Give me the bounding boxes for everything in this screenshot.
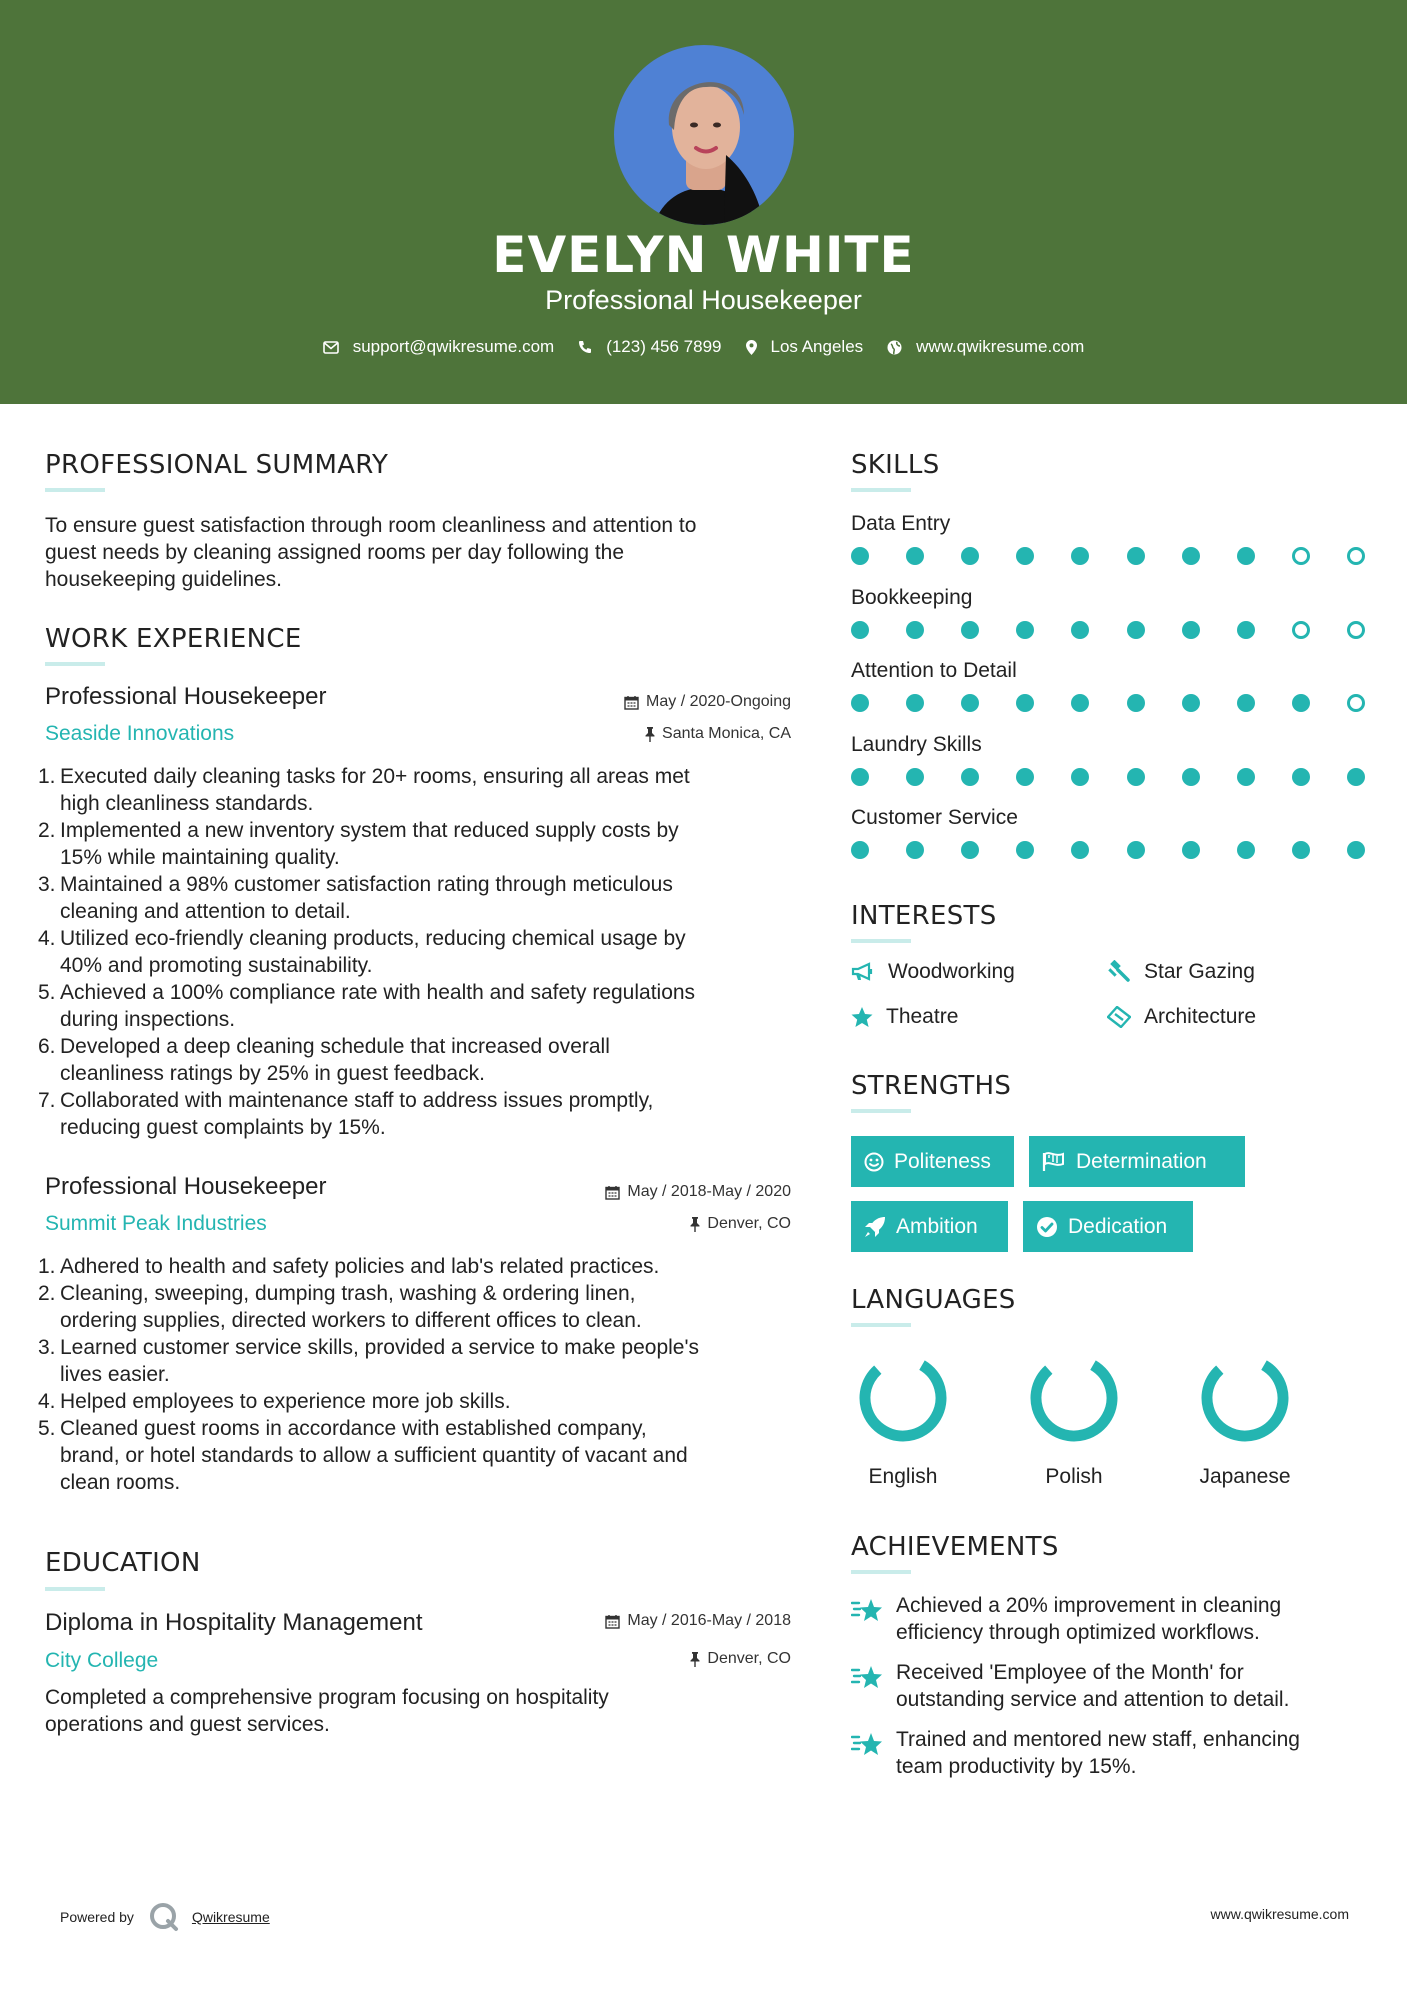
skill-dot-filled: [1237, 621, 1255, 639]
school-name[interactable]: City College: [45, 1649, 159, 1672]
duty-item: 4. Utilized eco-friendly cleaning products, reducing chemical usage by 40% and promoting sustainability.: [38, 927, 686, 977]
achievements-heading: ACHIEVEMENTS: [851, 1532, 1059, 1562]
language-proficiency-arc: [1026, 1350, 1122, 1446]
languages-heading: LANGUAGES: [851, 1285, 1016, 1315]
job-date-text: May / 2020-Ongoing: [646, 693, 791, 710]
degree-title: Diploma in Hospitality Management: [45, 1609, 423, 1636]
strengths-underline: [851, 1109, 911, 1113]
education-underline: [45, 1587, 105, 1591]
skill-dot-filled: [1182, 547, 1200, 565]
skill-dot-filled: [1237, 694, 1255, 712]
strength-badge: [1023, 1201, 1193, 1252]
job-title: Professional Housekeeper: [45, 1173, 327, 1200]
ticket-icon: [1107, 1006, 1131, 1028]
skill-dot-filled: [1127, 621, 1145, 639]
skill-dot-empty: [1292, 547, 1310, 565]
interest-label: Theatre: [886, 1005, 959, 1028]
skill-dot-filled: [1127, 694, 1145, 712]
achievement-line: efficiency through optimized workflows.: [896, 1621, 1260, 1644]
contact-email-text: support@qwikresume.com: [352, 337, 555, 356]
footer-powered-by: [60, 1901, 270, 1933]
education-location: [500, 1650, 791, 1668]
skill-dot-filled: [906, 841, 924, 859]
skill-dot-filled: [1347, 768, 1365, 786]
summary-heading: PROFESSIONAL SUMMARY: [45, 450, 389, 480]
skill-dot-filled: [1292, 694, 1310, 712]
skill-dot-filled: [1182, 694, 1200, 712]
skill-dot-filled: [961, 841, 979, 859]
job-duties: [38, 763, 801, 1141]
skill-name: Attention to Detail: [851, 659, 1017, 682]
strength-badge: [1029, 1136, 1245, 1187]
skill-dot-filled: [906, 621, 924, 639]
achievement-line: Trained and mentored new staff, enhancing: [896, 1728, 1300, 1751]
skills-heading: SKILLS: [851, 450, 940, 480]
job-date-text: May / 2018-May / 2020: [627, 1183, 791, 1200]
map-pin-icon: [746, 340, 757, 355]
skill-dot-filled: [961, 768, 979, 786]
skill-dot-filled: [1347, 841, 1365, 859]
language-proficiency-ring: [1197, 1350, 1293, 1446]
skill-dot-filled: [1237, 768, 1255, 786]
contact-phone[interactable]: [578, 337, 721, 357]
summary-line: guest needs by cleaning assigned rooms per day following the: [45, 541, 625, 564]
education-heading: EDUCATION: [45, 1548, 201, 1578]
skill-dot-filled: [1127, 768, 1145, 786]
achievement-line: team productivity by 15%.: [896, 1755, 1137, 1778]
skill-dot-filled: [851, 768, 869, 786]
job-company[interactable]: Summit Peak Industries: [45, 1212, 267, 1235]
skill-name: Bookkeeping: [851, 585, 973, 609]
achievement-item: [896, 1592, 1366, 1646]
skill-dot-filled: [961, 547, 979, 565]
candidate-title: Professional Housekeeper: [545, 285, 862, 315]
skill-dot-filled: [1182, 621, 1200, 639]
skill-dot-filled: [1127, 841, 1145, 859]
strength-badge: [851, 1201, 1008, 1252]
interests-heading: INTERESTS: [851, 901, 997, 931]
education-date-text: May / 2016-May / 2018: [627, 1612, 791, 1629]
contact-website[interactable]: [887, 337, 1084, 357]
skill-dot-empty: [1292, 621, 1310, 639]
qwikresume-logo-icon: [148, 1901, 180, 1933]
work-underline: [45, 662, 105, 666]
skill-dot-filled: [1016, 841, 1034, 859]
skill-dot-filled: [1182, 768, 1200, 786]
interest-label: Architecture: [1144, 1005, 1257, 1028]
skill-dot-filled: [851, 694, 869, 712]
skill-dot-filled: [1127, 547, 1145, 565]
job-company[interactable]: Seaside Innovations: [45, 722, 235, 745]
skill-dot-filled: [1071, 621, 1089, 639]
duty-item: 5. Achieved a 100% compliance rate with health and safety regulations during inspections.: [38, 981, 696, 1031]
gavel-icon: [1107, 960, 1131, 984]
skill-dot-empty: [1347, 694, 1365, 712]
globe-icon: [887, 340, 902, 355]
work-heading: WORK EXPERIENCE: [45, 624, 302, 654]
language-proficiency-ring: [855, 1350, 951, 1446]
envelope-icon: [323, 341, 339, 354]
duty-item: 6. Developed a deep cleaning schedule that increased overall cleanliness ratings by 25% in guest feedback.: [38, 1035, 610, 1085]
skill-dot-filled: [1016, 694, 1034, 712]
pushpin-icon: [645, 727, 655, 742]
language-proficiency-arc: [1197, 1350, 1293, 1446]
job-date: [500, 1183, 791, 1201]
job-location-text: Santa Monica, CA: [662, 725, 791, 742]
skill-dot-filled: [1237, 547, 1255, 565]
education-line: operations and guest services.: [45, 1713, 330, 1736]
strength-label: Determination: [1076, 1149, 1207, 1173]
achievements-underline: [851, 1570, 911, 1574]
strength-label: Dedication: [1068, 1214, 1168, 1238]
duty-item: 1. Executed daily cleaning tasks for 20+ rooms, ensuring all areas met high cleanliness standards.: [38, 765, 690, 815]
skill-dot-filled: [1016, 621, 1034, 639]
skill-dot-filled: [1016, 547, 1034, 565]
skill-dot-filled: [851, 621, 869, 639]
skill-dot-filled: [1292, 768, 1310, 786]
job-location-text: Denver, CO: [707, 1215, 791, 1232]
languages-underline: [851, 1323, 911, 1327]
interest-item: [851, 960, 1015, 984]
qwikresume-link[interactable]: Qwikresume: [191, 1909, 270, 1925]
duty-item: 4. Helped employees to experience more job skills.: [38, 1390, 511, 1413]
achievement-item: [896, 1659, 1366, 1713]
pushpin-icon: [690, 1652, 700, 1667]
skill-name: Customer Service: [851, 806, 1018, 829]
contact-website-text: www.qwikresume.com: [916, 337, 1085, 356]
duty-item: 5. Cleaned guest rooms in accordance with established company, brand, or hotel standards to allow a sufficient quantity of vacant and clean rooms.: [38, 1417, 688, 1494]
education-date: [500, 1612, 791, 1630]
education-location-text: Denver, CO: [707, 1650, 791, 1667]
rocket-icon: [864, 1216, 886, 1238]
strength-label: Ambition: [896, 1214, 978, 1238]
interest-item: [1107, 960, 1255, 984]
achievement-line: outstanding service and attention to detail.: [896, 1688, 1290, 1711]
contact-bar: [0, 337, 1407, 357]
skill-dot-filled: [906, 694, 924, 712]
duty-item: 3. Maintained a 98% customer satisfaction rating through meticulous cleaning and attention to detail.: [38, 873, 673, 923]
interest-label: Woodworking: [888, 960, 1015, 983]
language-label: English: [868, 1465, 938, 1488]
skill-dot-filled: [1292, 841, 1310, 859]
footer-website[interactable]: www.qwikresume.com: [1210, 1906, 1349, 1922]
smile-icon: [864, 1152, 884, 1172]
skill-dot-filled: [1071, 547, 1089, 565]
profile-photo: [614, 45, 794, 225]
summary-text: [45, 512, 805, 593]
interest-label: Star Gazing: [1144, 960, 1255, 983]
education-description: [45, 1684, 805, 1738]
pushpin-icon: [690, 1217, 700, 1232]
skill-dot-filled: [1071, 841, 1089, 859]
skill-dot-filled: [1182, 841, 1200, 859]
strength-badge: [851, 1136, 1014, 1187]
strength-label: Politeness: [894, 1149, 991, 1173]
summary-line: housekeeping guidelines.: [45, 568, 283, 591]
skill-dot-filled: [851, 547, 869, 565]
language-proficiency-arc: [855, 1350, 951, 1446]
calendar-icon: [624, 695, 639, 710]
skill-dot-filled: [851, 841, 869, 859]
duty-item: 3. Learned customer service skills, provided a service to make people's lives easier.: [38, 1336, 699, 1386]
skill-dot-filled: [906, 768, 924, 786]
interest-item: [1107, 1005, 1256, 1029]
skill-dot-filled: [1071, 694, 1089, 712]
phone-icon: [578, 340, 592, 354]
skill-dot-empty: [1347, 621, 1365, 639]
achievement-item: [896, 1726, 1366, 1780]
summary-underline: [45, 488, 105, 492]
skill-dot-filled: [1071, 768, 1089, 786]
contact-location-text: Los Angeles: [770, 337, 864, 356]
achievement-line: Received 'Employee of the Month' for: [896, 1661, 1244, 1684]
achievement-line: Achieved a 20% improvement in cleaning: [896, 1594, 1282, 1617]
language-proficiency-ring: [1026, 1350, 1122, 1446]
skill-dot-filled: [961, 694, 979, 712]
job-date: [500, 693, 791, 711]
skill-dot-filled: [906, 547, 924, 565]
language-label: Japanese: [1199, 1465, 1291, 1488]
strengths-heading: STRENGTHS: [851, 1071, 1012, 1101]
skills-underline: [851, 488, 911, 492]
job-title: Professional Housekeeper: [45, 683, 327, 710]
skill-name: Data Entry: [851, 512, 951, 535]
check-circle-icon: [1036, 1216, 1058, 1238]
contact-email[interactable]: [323, 337, 555, 357]
shooting-star-icon: [851, 1597, 883, 1625]
candidate-name: EVELYN WHITE: [492, 226, 915, 284]
language-label: Polish: [1045, 1465, 1103, 1488]
shooting-star-icon: [851, 1731, 883, 1759]
resume-header: [0, 0, 1407, 404]
flag-icon: [1042, 1152, 1066, 1172]
job-location: [500, 725, 791, 743]
skill-dot-empty: [1347, 547, 1365, 565]
duty-item: 2. Cleaning, sweeping, dumping trash, washing & ordering linen, ordering supplies, directed workers to different offices to clean.: [38, 1282, 642, 1332]
interests-underline: [851, 939, 911, 943]
summary-line: To ensure guest satisfaction through room cleanliness and attention to: [45, 514, 697, 537]
job-duties: [38, 1253, 801, 1496]
calendar-icon: [605, 1185, 620, 1200]
megaphone-icon: [851, 962, 875, 982]
job-location: [500, 1215, 791, 1233]
skill-dot-filled: [1237, 841, 1255, 859]
interest-item: [851, 1005, 958, 1029]
education-line: Completed a comprehensive program focusing on hospitality: [45, 1686, 609, 1709]
skill-dot-filled: [1016, 768, 1034, 786]
duty-item: 1. Adhered to health and safety policies and lab's related practices.: [38, 1255, 660, 1278]
shooting-star-icon: [851, 1664, 883, 1692]
duty-item: 2. Implemented a new inventory system that reduced supply costs by 15% while maintaining quality.: [38, 819, 679, 869]
skill-name: Laundry Skills: [851, 732, 982, 756]
contact-phone-text: (123) 456 7899: [606, 337, 722, 356]
contact-location: [746, 337, 864, 357]
calendar-icon: [605, 1614, 620, 1629]
skill-dot-filled: [961, 621, 979, 639]
duty-item: 7. Collaborated with maintenance staff to address issues promptly, reducing guest complaints by 15%.: [38, 1089, 654, 1139]
star-icon: [851, 1007, 873, 1028]
powered-by-label: Powered by: [60, 1909, 134, 1925]
